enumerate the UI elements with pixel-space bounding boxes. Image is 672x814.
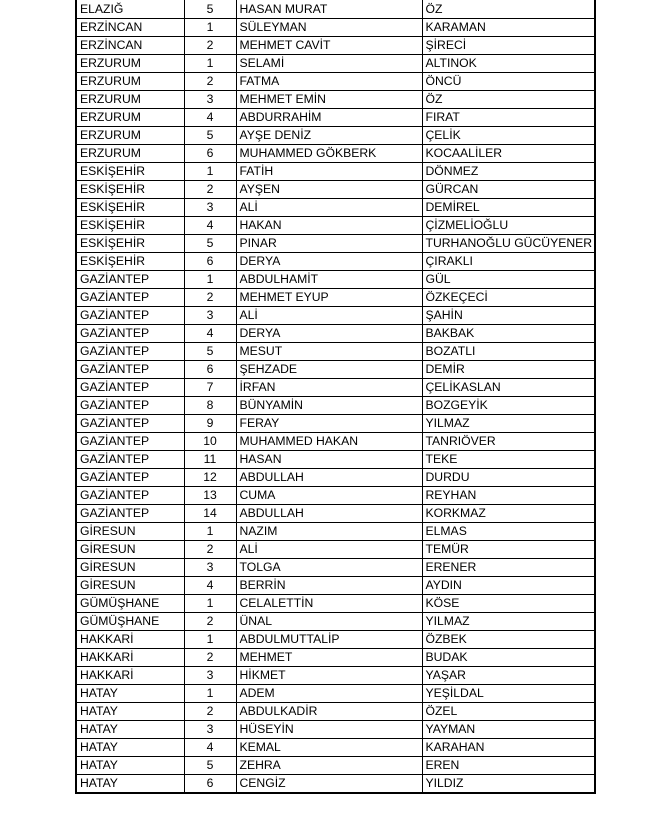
province-cell: GAZİANTEP [76, 289, 184, 307]
table-row [76, 469, 595, 487]
province-cell: ESKİŞEHİR [76, 163, 184, 181]
surname-cell: TANRIÖVER [422, 433, 595, 451]
name-cell: ZEHRA [236, 757, 422, 775]
province-cell: HATAY [76, 703, 184, 721]
surname-cell: AYDIN [422, 577, 595, 595]
province-cell: ELAZIĞ [76, 0, 184, 19]
surname-cell: TURHANOĞLU GÜCÜYENER [422, 235, 595, 253]
surname-cell: DEMİREL [422, 199, 595, 217]
name-cell: ABDULLAH [236, 505, 422, 523]
rank-cell: 11 [184, 451, 236, 469]
province-cell: GAZİANTEP [76, 415, 184, 433]
rank-cell: 3 [184, 199, 236, 217]
surname-cell: DÖNMEZ [422, 163, 595, 181]
province-cell: GAZİANTEP [76, 397, 184, 415]
rank-cell: 2 [184, 181, 236, 199]
province-cell: GAZİANTEP [76, 325, 184, 343]
surname-cell: KARAHAN [422, 739, 595, 757]
rank-cell: 13 [184, 487, 236, 505]
province-cell: ESKİŞEHİR [76, 217, 184, 235]
rank-cell: 2 [184, 73, 236, 91]
name-cell: SELAMİ [236, 55, 422, 73]
table-row [76, 91, 595, 109]
rank-cell: 1 [184, 595, 236, 613]
table-row [76, 235, 595, 253]
name-cell: ABDULMUTTALİP [236, 631, 422, 649]
province-cell: GİRESUN [76, 541, 184, 559]
table-row [76, 541, 595, 559]
province-cell: GAZİANTEP [76, 487, 184, 505]
name-cell: KEMAL [236, 739, 422, 757]
province-cell: GAZİANTEP [76, 361, 184, 379]
name-cell: MEHMET CAVİT [236, 37, 422, 55]
surname-cell: TEKE [422, 451, 595, 469]
province-cell: HAKKARİ [76, 649, 184, 667]
name-cell: FATMA [236, 73, 422, 91]
table-row [76, 577, 595, 595]
surname-cell: ELMAS [422, 523, 595, 541]
rank-cell: 3 [184, 721, 236, 739]
table-row [76, 505, 595, 523]
name-cell: HÜSEYİN [236, 721, 422, 739]
province-cell: GİRESUN [76, 577, 184, 595]
name-cell: ALİ [236, 199, 422, 217]
rank-cell: 4 [184, 325, 236, 343]
table-row [76, 703, 595, 721]
table-row [76, 217, 595, 235]
province-cell: ERZURUM [76, 109, 184, 127]
table-row [76, 37, 595, 55]
province-cell: GÜMÜŞHANE [76, 613, 184, 631]
rank-cell: 3 [184, 559, 236, 577]
table-row [76, 163, 595, 181]
name-cell: DERYA [236, 325, 422, 343]
province-cell: GAZİANTEP [76, 505, 184, 523]
rank-cell: 3 [184, 307, 236, 325]
province-cell: ERZİNCAN [76, 37, 184, 55]
surname-cell: YILDIZ [422, 775, 595, 794]
table-row [76, 523, 595, 541]
name-cell: HASAN MURAT [236, 0, 422, 19]
table-row [76, 433, 595, 451]
rank-cell: 2 [184, 613, 236, 631]
surname-cell: ÇİZMELİOĞLU [422, 217, 595, 235]
province-cell: ERZURUM [76, 73, 184, 91]
surname-cell: FIRAT [422, 109, 595, 127]
surname-cell: KÖSE [422, 595, 595, 613]
rank-cell: 4 [184, 217, 236, 235]
surname-cell: ÖZEL [422, 703, 595, 721]
province-cell: GAZİANTEP [76, 343, 184, 361]
rank-cell: 5 [184, 343, 236, 361]
name-cell: ALİ [236, 307, 422, 325]
table-row [76, 325, 595, 343]
name-cell: MESUT [236, 343, 422, 361]
surname-cell: GÜL [422, 271, 595, 289]
rank-cell: 12 [184, 469, 236, 487]
table-row [76, 19, 595, 37]
table-row [76, 631, 595, 649]
surname-cell: BOZATLI [422, 343, 595, 361]
name-cell: MEHMET EMİN [236, 91, 422, 109]
name-cell: ALİ [236, 541, 422, 559]
table-row [76, 487, 595, 505]
province-cell: GİRESUN [76, 559, 184, 577]
rank-cell: 2 [184, 289, 236, 307]
surname-cell: YEŞİLDAL [422, 685, 595, 703]
surname-cell: BUDAK [422, 649, 595, 667]
name-cell: ADEM [236, 685, 422, 703]
table-row [76, 73, 595, 91]
table-row [76, 613, 595, 631]
rank-cell: 4 [184, 577, 236, 595]
province-cell: HATAY [76, 685, 184, 703]
table-row [76, 685, 595, 703]
surname-cell: ALTINOK [422, 55, 595, 73]
province-cell: GİRESUN [76, 523, 184, 541]
province-cell: HAKKARİ [76, 667, 184, 685]
surname-cell: YAŞAR [422, 667, 595, 685]
name-cell: ŞEHZADE [236, 361, 422, 379]
rank-cell: 4 [184, 109, 236, 127]
table-row [76, 559, 595, 577]
province-cell: GAZİANTEP [76, 469, 184, 487]
table-row [76, 289, 595, 307]
name-cell: ABDURRAHİM [236, 109, 422, 127]
province-cell: HATAY [76, 721, 184, 739]
surname-cell: KORKMAZ [422, 505, 595, 523]
surname-cell: ŞİRECİ [422, 37, 595, 55]
rank-cell: 1 [184, 55, 236, 73]
province-cell: GAZİANTEP [76, 433, 184, 451]
name-cell: CELALETTİN [236, 595, 422, 613]
name-cell: NAZIM [236, 523, 422, 541]
surname-cell: ERENER [422, 559, 595, 577]
rank-cell: 5 [184, 757, 236, 775]
rank-cell: 6 [184, 361, 236, 379]
rank-cell: 5 [184, 235, 236, 253]
name-cell: HAKAN [236, 217, 422, 235]
rank-cell: 1 [184, 631, 236, 649]
name-cell: ABDULKADİR [236, 703, 422, 721]
name-cell: HİKMET [236, 667, 422, 685]
rank-cell: 2 [184, 541, 236, 559]
rank-cell: 10 [184, 433, 236, 451]
province-cell: ESKİŞEHİR [76, 199, 184, 217]
candidate-table-body [76, 0, 595, 793]
rank-cell: 7 [184, 379, 236, 397]
surname-cell: DEMİR [422, 361, 595, 379]
table-row [76, 307, 595, 325]
province-cell: ERZURUM [76, 127, 184, 145]
surname-cell: DURDU [422, 469, 595, 487]
province-cell: HATAY [76, 775, 184, 794]
table-row [76, 127, 595, 145]
name-cell: CENGİZ [236, 775, 422, 794]
rank-cell: 2 [184, 703, 236, 721]
rank-cell: 3 [184, 91, 236, 109]
table-row [76, 271, 595, 289]
surname-cell: ŞAHİN [422, 307, 595, 325]
rank-cell: 3 [184, 667, 236, 685]
surname-cell: ÖZ [422, 91, 595, 109]
rank-cell: 6 [184, 775, 236, 794]
rank-cell: 1 [184, 271, 236, 289]
surname-cell: ÇIRAKLI [422, 253, 595, 271]
rank-cell: 5 [184, 127, 236, 145]
name-cell: ÜNAL [236, 613, 422, 631]
rank-cell: 2 [184, 649, 236, 667]
name-cell: MUHAMMED GÖKBERK [236, 145, 422, 163]
table-row [76, 343, 595, 361]
rank-cell: 1 [184, 19, 236, 37]
name-cell: HASAN [236, 451, 422, 469]
province-cell: ESKİŞEHİR [76, 235, 184, 253]
province-cell: ERZURUM [76, 145, 184, 163]
name-cell: FERAY [236, 415, 422, 433]
province-cell: GAZİANTEP [76, 451, 184, 469]
province-cell: ERZURUM [76, 55, 184, 73]
table-row [76, 145, 595, 163]
rank-cell: 6 [184, 145, 236, 163]
table-row [76, 649, 595, 667]
table-row [76, 739, 595, 757]
table-row [76, 721, 595, 739]
rank-cell: 6 [184, 253, 236, 271]
table-row [76, 361, 595, 379]
table-row [76, 775, 595, 794]
rank-cell: 14 [184, 505, 236, 523]
surname-cell: BAKBAK [422, 325, 595, 343]
surname-cell: TEMÜR [422, 541, 595, 559]
surname-cell: ÖNCÜ [422, 73, 595, 91]
province-cell: ESKİŞEHİR [76, 181, 184, 199]
rank-cell: 2 [184, 37, 236, 55]
rank-cell: 8 [184, 397, 236, 415]
table-row [76, 181, 595, 199]
name-cell: FATİH [236, 163, 422, 181]
rank-cell: 1 [184, 163, 236, 181]
name-cell: MEHMET [236, 649, 422, 667]
name-cell: ABDULLAH [236, 469, 422, 487]
surname-cell: YAYMAN [422, 721, 595, 739]
surname-cell: ÇELİK [422, 127, 595, 145]
rank-cell: 4 [184, 739, 236, 757]
province-cell: HAKKARİ [76, 631, 184, 649]
table-row [76, 595, 595, 613]
table-row [76, 415, 595, 433]
province-cell: GAZİANTEP [76, 379, 184, 397]
name-cell: AYŞEN [236, 181, 422, 199]
rank-cell: 5 [184, 0, 236, 19]
surname-cell: GÜRCAN [422, 181, 595, 199]
province-cell: ESKİŞEHİR [76, 253, 184, 271]
surname-cell: ÖZ [422, 0, 595, 19]
name-cell: DERYA [236, 253, 422, 271]
table-row [76, 55, 595, 73]
surname-cell: EREN [422, 757, 595, 775]
province-cell: ERZİNCAN [76, 19, 184, 37]
table-row [76, 667, 595, 685]
province-cell: HATAY [76, 739, 184, 757]
table-row [76, 379, 595, 397]
name-cell: BERRİN [236, 577, 422, 595]
province-cell: GÜMÜŞHANE [76, 595, 184, 613]
surname-cell: KOCAALİLER [422, 145, 595, 163]
surname-cell: YILMAZ [422, 415, 595, 433]
name-cell: MEHMET EYUP [236, 289, 422, 307]
name-cell: CUMA [236, 487, 422, 505]
table-row [76, 253, 595, 271]
name-cell: BÜNYAMİN [236, 397, 422, 415]
province-cell: GAZİANTEP [76, 271, 184, 289]
table-row [76, 757, 595, 775]
table-row [76, 199, 595, 217]
surname-cell: KARAMAN [422, 19, 595, 37]
surname-cell: ÖZKEÇECİ [422, 289, 595, 307]
rank-cell: 1 [184, 685, 236, 703]
rank-cell: 1 [184, 523, 236, 541]
name-cell: AYŞE DENİZ [236, 127, 422, 145]
table-row [76, 109, 595, 127]
surname-cell: REYHAN [422, 487, 595, 505]
table-row [76, 451, 595, 469]
surname-cell: ÖZBEK [422, 631, 595, 649]
name-cell: İRFAN [236, 379, 422, 397]
name-cell: MUHAMMED HAKAN [236, 433, 422, 451]
surname-cell: BOZGEYİK [422, 397, 595, 415]
province-cell: GAZİANTEP [76, 307, 184, 325]
table-row [76, 397, 595, 415]
province-cell: HATAY [76, 757, 184, 775]
table-row [76, 0, 595, 19]
candidate-table [75, 0, 596, 794]
name-cell: SÜLEYMAN [236, 19, 422, 37]
rank-cell: 9 [184, 415, 236, 433]
name-cell: ABDULHAMİT [236, 271, 422, 289]
surname-cell: YILMAZ [422, 613, 595, 631]
surname-cell: ÇELİKASLAN [422, 379, 595, 397]
province-cell: ERZURUM [76, 91, 184, 109]
name-cell: TOLGA [236, 559, 422, 577]
name-cell: PINAR [236, 235, 422, 253]
